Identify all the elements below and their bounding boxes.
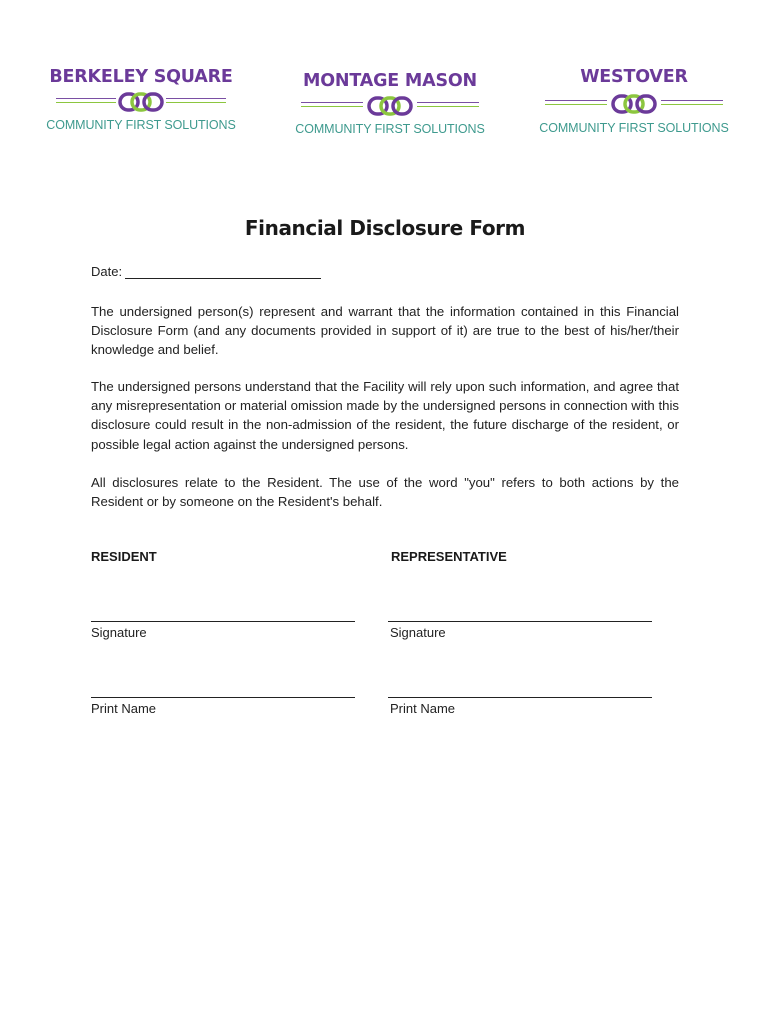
logo-mark	[539, 92, 729, 118]
logo-divider	[166, 102, 226, 103]
logo-divider	[166, 98, 226, 99]
representative-heading: REPRESENTATIVE	[391, 549, 507, 564]
representative-signature-line[interactable]	[388, 621, 652, 622]
resident-print-name-label: Print Name	[91, 701, 157, 716]
resident-print-name-line[interactable]	[91, 697, 355, 698]
logo-divider	[417, 106, 479, 107]
representative-print-name-line[interactable]	[388, 697, 652, 698]
resident-heading: RESIDENT	[91, 549, 157, 564]
logo-divider	[661, 104, 723, 105]
resident-signature-line[interactable]	[91, 621, 355, 622]
logo-mark	[46, 90, 236, 116]
logo-name: BERKELEY SQUARE	[49, 67, 233, 87]
representative-print-name-label: Print Name	[390, 701, 456, 716]
resident-signature-label: Signature	[91, 625, 147, 640]
logo-westover	[539, 66, 729, 135]
logo-divider	[545, 100, 607, 101]
logo-divider	[301, 106, 363, 107]
date-input-line[interactable]	[125, 264, 321, 279]
logo-divider	[545, 104, 607, 105]
logo-divider	[417, 102, 479, 103]
logo-montage-mason	[295, 66, 485, 136]
date-field	[91, 264, 321, 279]
logo-mark	[295, 94, 485, 120]
logo-divider	[661, 100, 723, 101]
linked-rings-logo-icon	[611, 92, 657, 116]
logo-name: MONTAGE MASON	[303, 71, 477, 91]
date-label: Date:	[91, 264, 123, 279]
logo-subtitle: COMMUNITY FIRST SOLUTIONS	[295, 122, 485, 136]
disclosure-paragraph-2: The undersigned persons understand that the Facility will rely upon such information, and agree that any misrepresentation or material omission made by the undersigned persons in connection with this disclosure could result in the non-admission of the resident, the future discharge of the resident, or possible legal action against the undersigned persons.	[91, 379, 679, 452]
linked-rings-logo-icon	[367, 94, 413, 118]
logo-subtitle: COMMUNITY FIRST SOLUTIONS	[539, 121, 729, 135]
logo-name: WESTOVER	[580, 67, 688, 87]
page-title: Financial Disclosure Form	[244, 216, 526, 240]
disclosure-paragraph-3: All disclosures relate to the Resident. The use of the word "you" refers to both actions by the Resident or by someone on the Resident's behalf.	[91, 475, 679, 510]
linked-rings-logo-icon	[118, 90, 164, 114]
logo-subtitle: COMMUNITY FIRST SOLUTIONS	[46, 118, 236, 132]
representative-signature-label: Signature	[390, 625, 446, 640]
logo-divider	[56, 98, 116, 99]
logo-divider	[56, 102, 116, 103]
disclosure-paragraph-1: The undersigned person(s) represent and warrant that the information contained in this Financial Disclosure Form (and any documents provided in support of it) are true to the best of his/her/their knowledge and belief.	[91, 304, 679, 358]
logo-berkeley-square	[46, 66, 236, 132]
logo-divider	[301, 102, 363, 103]
